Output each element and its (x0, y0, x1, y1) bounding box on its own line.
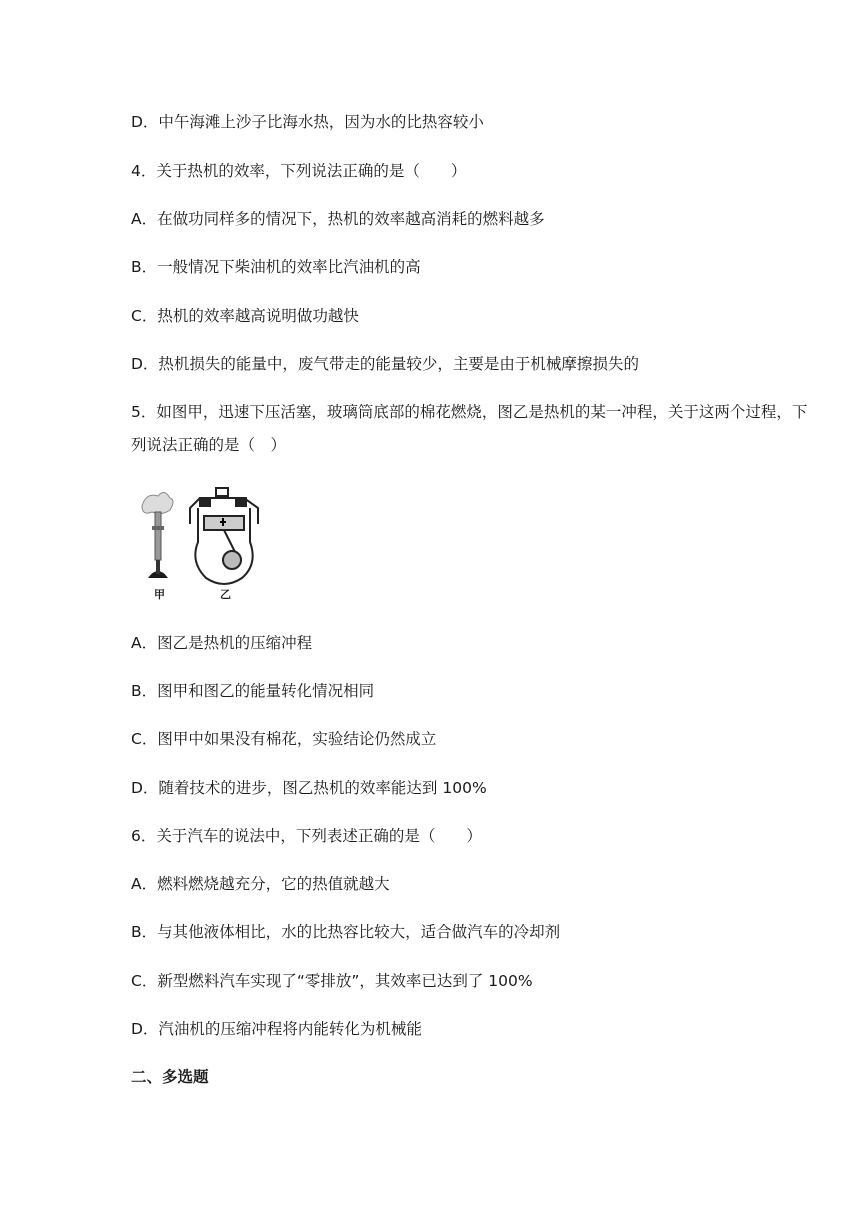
line-q3-option-d: D．中午海滩上沙子比海水热，因为水的比热容较小 (131, 113, 484, 131)
q6-option-a: A．燃料燃烧越充分，它的热值就越大 (131, 875, 390, 893)
section-heading-multiple-choice: 二、多选题 (131, 1068, 209, 1086)
q5-option-c: C．图甲中如果没有棉花，实验结论仍然成立 (131, 730, 437, 748)
question-5-stem: 5．如图甲，迅速下压活塞，玻璃筒底部的棉花燃烧，图乙是热机的某一冲程，关于这两个过程，下列说法正确的是（ ） (131, 403, 808, 454)
question-4-stem: 4．关于热机的效率，下列说法正确的是（ ） (131, 162, 467, 180)
q5-option-d: D．随着技术的进步，图乙热机的效率能达到 100% (131, 779, 487, 797)
piston-and-engine-figure (140, 486, 272, 604)
q6-option-c: C．新型燃料汽车实现了“零排放”，其效率已达到了 100% (131, 972, 533, 990)
figure-label-jia: 甲 (154, 588, 165, 601)
q5-option-b: B．图甲和图乙的能量转化情况相同 (131, 682, 375, 700)
engine-cylinder-illustration (190, 488, 258, 584)
q5-option-a: A．图乙是热机的压缩冲程 (131, 634, 313, 652)
q4-option-c: C．热机的效率越高说明做功越快 (131, 307, 359, 325)
question-6-stem: 6．关于汽车的说法中，下列表述正确的是（ ） (131, 827, 482, 845)
q4-option-a: A．在做功同样多的情况下，热机的效率越高消耗的燃料越多 (131, 210, 545, 228)
figure-label-yi: 乙 (220, 588, 231, 601)
q4-option-b: B．一般情况下柴油机的效率比汽油机的高 (131, 258, 421, 276)
q6-option-b: B．与其他液体相比，水的比热容比较大，适合做汽车的冷却剂 (131, 923, 561, 941)
q6-option-d: D．汽油机的压缩冲程将内能转化为机械能 (131, 1020, 422, 1038)
q4-option-d: D．热机损失的能量中，废气带走的能量较少，主要是由于机械摩擦损失的 (131, 355, 639, 373)
figure-drawing (140, 486, 272, 586)
fire-syringe-illustration (142, 492, 173, 578)
